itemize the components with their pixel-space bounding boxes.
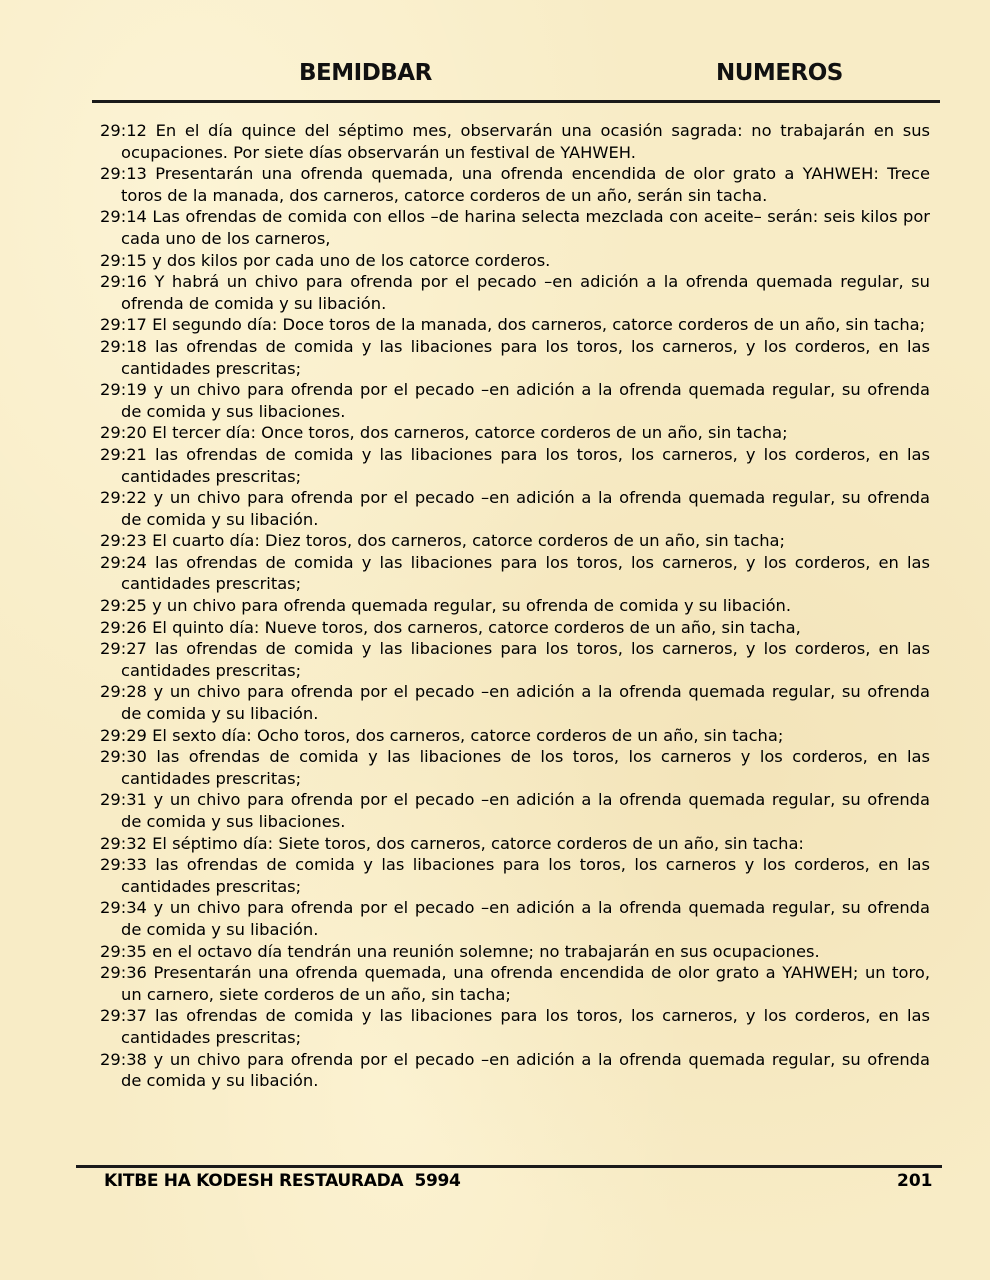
page-header xyxy=(0,60,990,100)
verse-29-22: 29:22 y un chivo para ofrenda por el pecado –en adición a la ofrenda quemada regular, su ofrenda de comida y su libación. xyxy=(100,488,930,529)
verse-29-30: 29:30 las ofrendas de comida y las libaciones de los toros, los carneros y los corderos, en las cantidades prescritas; xyxy=(100,747,930,788)
footer-book-title: KITBE HA KODESH RESTAURADA 5994 xyxy=(104,1171,461,1191)
verse-29-29: 29:29 El sexto día: Ocho toros, dos carneros, catorce corderos de un año, sin tacha; xyxy=(100,725,784,745)
verse-29-17: 29:17 El segundo día: Doce toros de la manada, dos carneros, catorce corderos de un año, sin tacha; xyxy=(100,315,926,335)
header-right-title: NUMEROS xyxy=(716,60,843,86)
verse-29-33: 29:33 las ofrendas de comida y las libaciones para los toros, los carneros y los corderos, en las cantidades prescritas; xyxy=(100,855,930,896)
verse-29-25: 29:25 y un chivo para ofrenda quemada regular, su ofrenda de comida y su libación. xyxy=(100,596,792,616)
verse-29-34: 29:34 y un chivo para ofrenda por el pecado –en adición a la ofrenda quemada regular, su ofrenda de comida y su libación. xyxy=(100,898,930,939)
verse-29-26: 29:26 El quinto día: Nueve toros, dos carneros, catorce corderos de un año, sin tacha, xyxy=(100,617,801,637)
verse-29-21: 29:21 las ofrendas de comida y las libaciones para los toros, los carneros, y los corderos, en las cantidades prescritas; xyxy=(100,444,930,486)
verse-29-32: 29:32 El séptimo día: Siete toros, dos carneros, catorce corderos de un año, sin tacha: xyxy=(100,833,804,853)
header-divider xyxy=(92,100,940,103)
verse-29-27: 29:27 las ofrendas de comida y las libaciones para los toros, los carneros, y los corderos, en las cantidades prescritas; xyxy=(100,639,930,680)
footer-divider xyxy=(76,1165,942,1168)
page-number: 201 xyxy=(897,1171,933,1191)
verse-29-36: 29:36 Presentarán una ofrenda quemada, una ofrenda encendida de olor grato a YAHWEH; un toro, un carnero, siete corderos de un año, sin tacha; xyxy=(100,963,930,1004)
verse-list xyxy=(100,120,930,1092)
verse-29-28: 29:28 y un chivo para ofrenda por el pecado –en adición a la ofrenda quemada regular, su ofrenda de comida y su libación. xyxy=(100,682,930,724)
header-left-title: BEMIDBAR xyxy=(299,60,432,86)
verse-29-38: 29:38 y un chivo para ofrenda por el pecado –en adición a la ofrenda quemada regular, su ofrenda de comida y su libación. xyxy=(100,1049,930,1091)
verse-29-24: 29:24 las ofrendas de comida y las libaciones para los toros, los carneros, y los corderos, en las cantidades prescritas; xyxy=(100,552,930,594)
verse-29-18: 29:18 las ofrendas de comida y las libaciones para los toros, los carneros, y los corderos, en las cantidades prescritas; xyxy=(100,336,930,378)
verse-29-23: 29:23 El cuarto día: Diez toros, dos carneros, catorce corderos de un año, sin tacha; xyxy=(100,531,785,551)
verse-29-14: 29:14 Las ofrendas de comida con ellos –de harina selecta mezclada con aceite– serán: seis kilos por cada uno de los carneros, xyxy=(100,207,930,248)
verse-29-20: 29:20 El tercer día: Once toros, dos carneros, catorce corderos de un año, sin tacha; xyxy=(100,423,788,443)
verse-29-12: 29:12 En el día quince del séptimo mes, observarán una ocasión sagrada: no trabajarán en sus ocupaciones. Por siete días observarán un festival de YAHWEH. xyxy=(100,121,930,162)
verse-29-31: 29:31 y un chivo para ofrenda por el pecado –en adición a la ofrenda quemada regular, su ofrenda de comida y sus libaciones. xyxy=(100,790,930,831)
verse-29-13: 29:13 Presentarán una ofrenda quemada, una ofrenda encendida de olor grato a YAHWEH: Trece toros de la manada, dos carneros, catorce corderos de un año, serán sin tacha. xyxy=(100,164,930,205)
verse-29-16: 29:16 Y habrá un chivo para ofrenda por el pecado –en adición a la ofrenda quemada regular, su ofrenda de comida y su libación. xyxy=(100,272,930,313)
verse-29-35: 29:35 en el octavo día tendrán una reunión solemne; no trabajarán en sus ocupaciones. xyxy=(100,941,820,961)
verse-29-19: 29:19 y un chivo para ofrenda por el pecado –en adición a la ofrenda quemada regular, su ofrenda de comida y sus libaciones. xyxy=(100,380,930,421)
verse-29-15: 29:15 y dos kilos por cada uno de los catorce corderos. xyxy=(100,250,551,270)
verse-29-37: 29:37 las ofrendas de comida y las libaciones para los toros, los carneros, y los corderos, en las cantidades prescritas; xyxy=(100,1006,930,1047)
